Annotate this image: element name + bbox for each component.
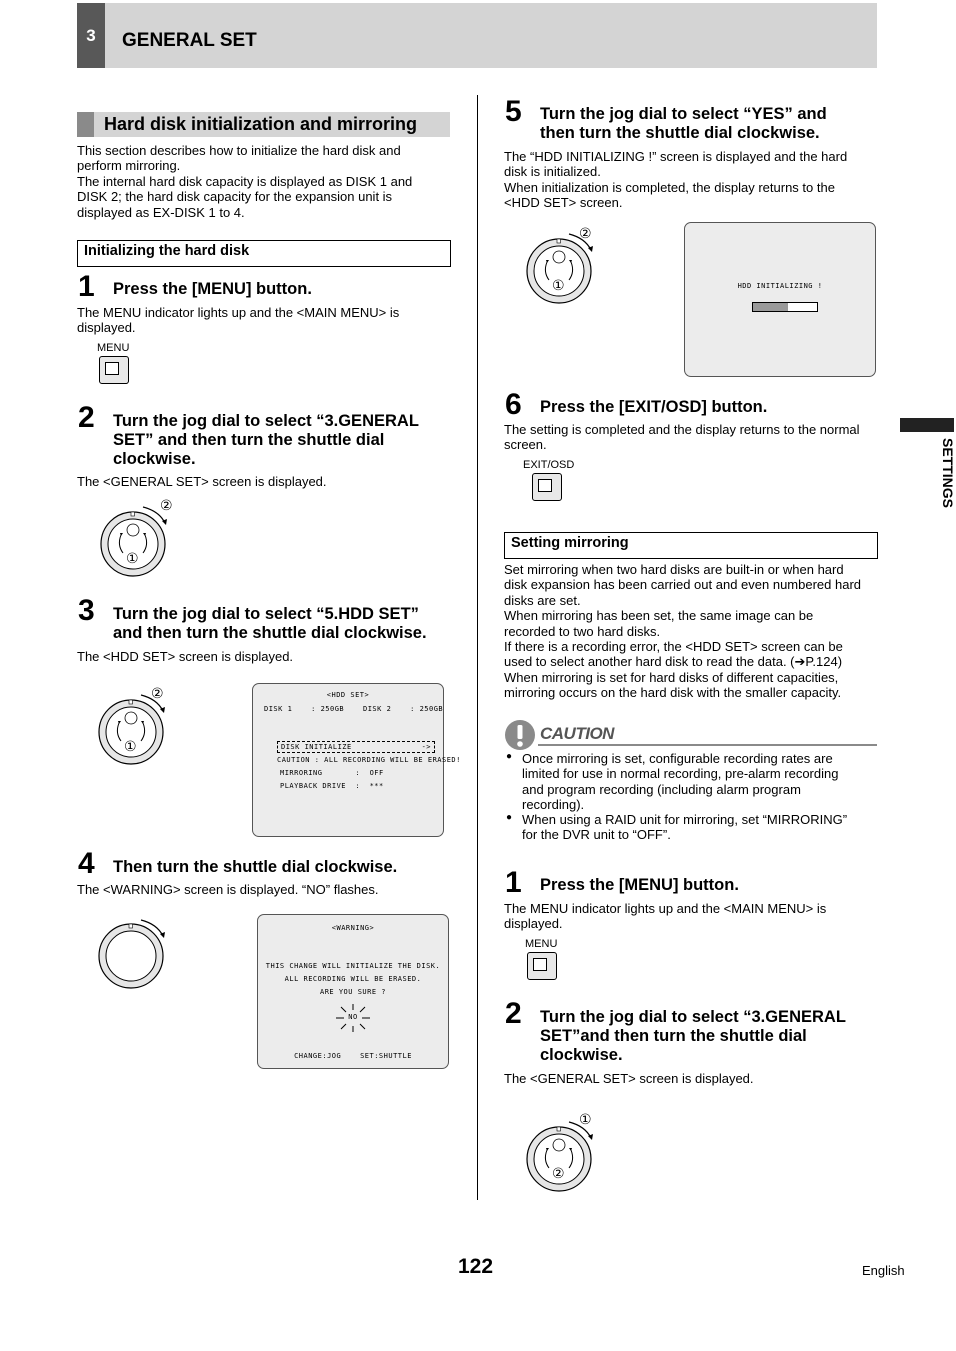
desc-line: disk expansion has been carried out and even numbered hard [504,577,862,593]
desc-line: When mirroring is set for hard disks of different capacities, [504,669,839,685]
warning-screen [257,914,449,1069]
warning-line: THIS CHANGE WILL INITIALIZE THE DISK. [265,962,441,970]
callout-2: ② [579,226,592,242]
section-intro [77,143,457,220]
desc-line: <HDD SET> screen. [504,195,623,211]
desc-line: The setting is completed and the display returns to the normal [504,422,860,437]
title-line: Turn the jog dial to select “YES” and [540,105,827,123]
bullet-icon: ● [506,812,513,823]
chapter-number: 3 [77,3,105,68]
step-desc: The <GENERAL SET> screen is displayed. [77,474,327,489]
step-title [113,412,419,470]
warning-line: ARE YOU SURE ? [319,988,386,996]
chapter-title: GENERAL SET [122,30,257,51]
caution-item [522,812,882,843]
step-desc: The <HDD SET> screen is displayed. [77,649,294,664]
step-number: 1 [78,270,95,303]
jog-knob [125,712,137,724]
mirror-heading: Setting mirroring [504,532,878,559]
desc-line: When mirroring has been set, the same image can be [504,608,814,624]
jog-shuttle-dial-icon [95,495,180,585]
step-title: Then turn the shuttle dial clockwise. [113,858,398,876]
caution-title: CAUTION [540,724,614,743]
shuttle-dial-icon [93,910,178,1000]
desc-line: Set mirroring when two hard disks are built-in or when hard [504,562,844,577]
desc-line: If there is a recording error, the <HDD SET> screen can be [504,639,843,655]
title-line: Turn the jog dial to select “3.GENERAL [113,412,419,430]
step-title: Press the [EXIT/OSD] button. [540,398,768,416]
desc-line: The MENU indicator lights up and the <MAIN MENU> is [504,901,827,916]
step-title [113,605,427,643]
mirroring-item[interactable]: MIRRORING : OFF [280,769,384,777]
desc-line: displayed. [77,320,136,336]
title-line: clockwise. [113,450,196,469]
callout-1: ① [552,278,565,294]
title-line: then turn the shuttle dial clockwise. [540,124,820,143]
dial-marker [557,239,561,243]
warning-choice[interactable]: NO [348,1013,358,1021]
caution-item [522,751,882,813]
jog-shuttle-dial-icon [93,683,178,773]
intro-line: DISK 2; the hard disk capacity for the expansion unit is [77,189,393,205]
section-title-bar [77,112,94,137]
init-heading: Initializing the hard disk [77,240,451,267]
initializing-text: HDD INITIALIZING ! [737,282,823,290]
disk-initialize-arrow: -> [421,743,431,751]
menu-indicator [533,958,547,971]
step-number: 2 [78,401,95,434]
exit-osd-button-label: EXIT/OSD [523,459,575,471]
step-number: 6 [505,388,522,421]
hdd-set-screen [252,683,461,837]
caution-line: CAUTION : ALL RECORDING WILL BE ERASED! [277,756,461,764]
step-title [540,105,827,143]
menu-button-label: MENU [525,938,558,950]
jog-shuttle-dial-icon [521,222,606,312]
playback-drive-item[interactable]: PLAYBACK DRIVE : *** [280,782,384,790]
desc-line: The “HDD INITIALIZING !” screen is displayed and the hard [504,149,848,164]
desc-line: When initialization is completed, the display returns to the [504,179,835,195]
desc-line: screen. [504,437,547,453]
callout-1: ① [126,551,139,567]
jog-knob [553,1139,565,1151]
caution-line: limited for use in normal recording, pre-alarm recording [522,766,839,782]
side-tab-marker [900,418,954,432]
menu-button[interactable] [527,952,557,980]
menu-indicator [105,362,119,375]
jog-dial [106,931,156,981]
step-desc: The <WARNING> screen is displayed. “NO” flashes. [77,882,379,897]
jog-knob [127,524,139,536]
step-number: 4 [78,847,95,880]
step-title: Press the [MENU] button. [113,280,312,298]
jog-knob [553,251,565,263]
title-line: SET” and then turn the shuttle dial [113,431,385,450]
intro-line: displayed as EX-DISK 1 to 4. [77,204,245,220]
disk-initialize-item[interactable] [277,741,435,753]
step-title: Press the [MENU] button. [540,876,739,894]
intro-line: The internal hard disk capacity is displayed as DISK 1 and [77,173,413,189]
desc-line: The MENU indicator lights up and the <MAIN MENU> is [77,305,400,320]
desc-line: mirroring occurs on the hard disk with the smaller capacity. [504,685,842,701]
title-line: Turn the jog dial to select “3.GENERAL [540,1008,846,1026]
exit-osd-button[interactable] [532,473,562,501]
desc-line: disks are set. [504,592,581,608]
desc-line: used to select another hard disk to read the data. (➔P.124) [504,654,843,670]
screen-title: <WARNING> [331,924,375,932]
desc-line: disk is initialized. [504,164,601,180]
menu-button[interactable] [99,356,129,384]
intro-line: perform mirroring. [77,158,181,174]
jog-shuttle-dial-icon [521,1105,606,1200]
progress-fill [753,303,788,311]
mirror-desc [504,562,884,701]
intro-line: This section describes how to initialize the hard disk and [77,143,401,158]
callout-2: ② [151,686,164,702]
caution-line: recording). [522,797,585,813]
initializing-progress-bar [752,302,818,312]
side-tab-label: SETTINGS [940,438,956,509]
warning-footer: CHANGE:JOG SET:SHUTTLE [294,1052,412,1060]
caution-line: When using a RAID unit for mirroring, set “MIRRORING” [522,812,848,827]
caution-line: for the DVR unit to “OFF”. [522,827,671,843]
dial-marker [557,1127,561,1131]
callout-2: ② [160,498,173,514]
warning-line: ALL RECORDING WILL BE ERASED. [284,975,422,983]
screen-title: <HDD SET> [326,691,370,699]
step-desc [504,422,884,453]
step-title [540,1008,846,1066]
caution-icon [504,719,536,751]
title-line: and then turn the shuttle dial clockwise. [113,624,427,643]
bullet-icon: ● [506,751,513,762]
step-number: 1 [505,866,522,899]
step-desc: The <GENERAL SET> screen is displayed. [504,1071,754,1086]
hdd-initializing-screen [684,222,876,377]
column-divider [477,95,478,1200]
dial-marker [129,924,133,928]
desc-line: recorded to two hard disks. [504,623,661,639]
step-number: 2 [505,997,522,1030]
step-number: 3 [78,594,95,627]
title-line: clockwise. [540,1046,623,1065]
dial-marker [131,512,135,516]
title-line: Turn the jog dial to select “5.HDD SET” [113,605,419,623]
disk-initialize-label: DISK INITIALIZE [281,743,352,751]
menu-button-label: MENU [97,342,130,354]
caution-rule [538,744,877,746]
callout-2: ② [552,1166,565,1182]
section-title-box [77,112,450,137]
page-number: 122 [458,1255,494,1278]
desc-line: displayed. [504,916,563,932]
step-desc [77,305,457,336]
callout-1: ① [124,739,137,755]
step-desc [504,149,884,211]
title-line: SET”and then turn the shuttle dial [540,1027,807,1046]
dial-marker [129,700,133,704]
step-desc [504,901,884,932]
disk-capacity-line: DISK 1 : 250GB DISK 2 : 250GB [264,705,444,713]
callout-1: ① [579,1112,592,1128]
section-title: Hard disk initialization and mirroring [104,114,418,134]
caution-line: Once mirroring is set, configurable recording rates are [522,751,833,766]
caution-line: and program recording (including alarm program [522,781,801,797]
step-number: 5 [505,95,522,128]
exit-osd-indicator [538,479,552,492]
language-label: English [862,1263,905,1278]
